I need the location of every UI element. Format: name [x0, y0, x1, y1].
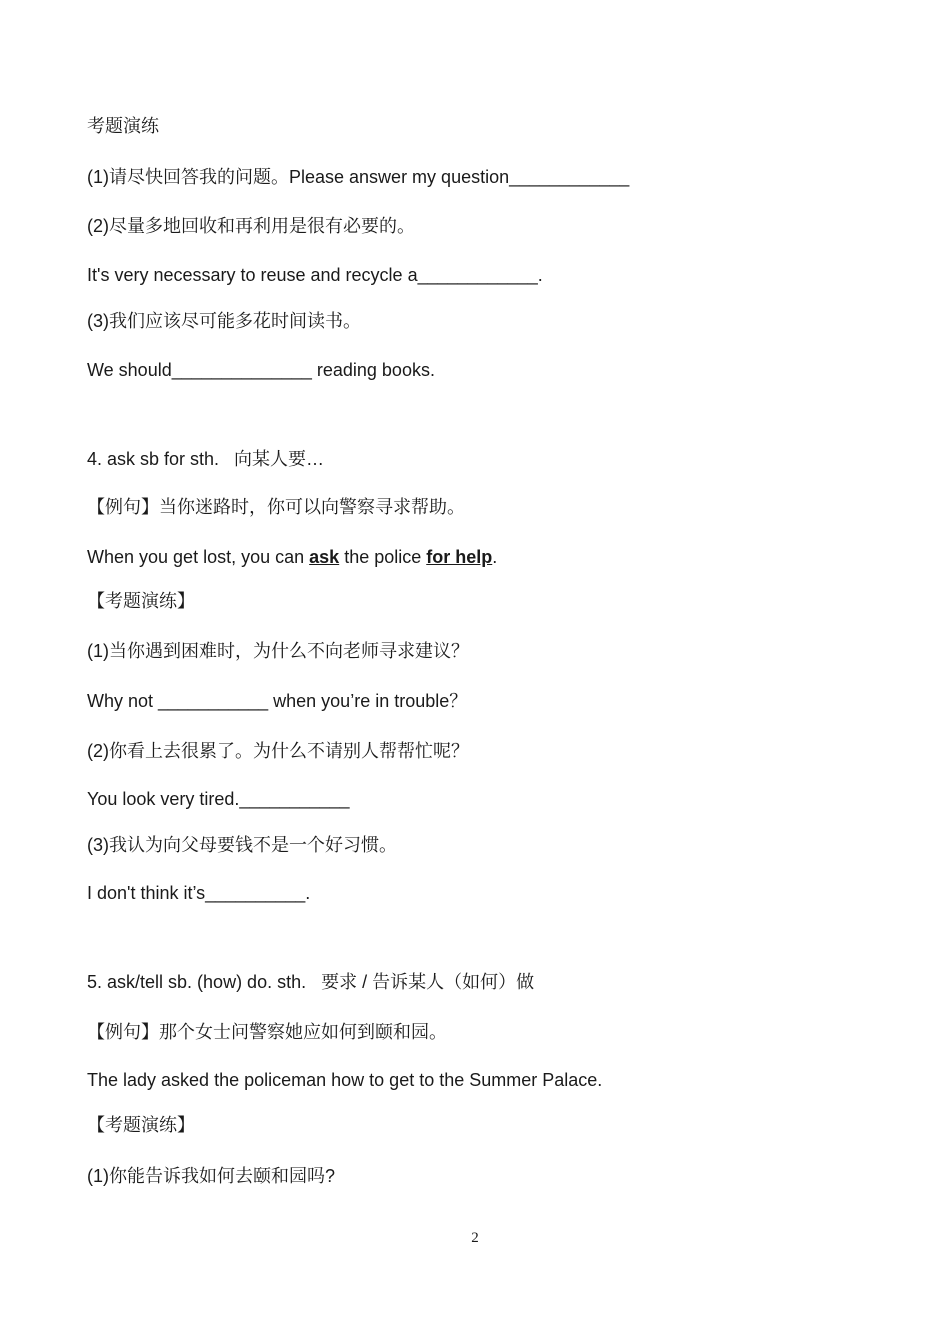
section-4-question-3-english: I don't think it’s__________.	[87, 883, 311, 903]
section-5-practice-heading: 【考题演练】	[87, 1115, 195, 1135]
example-text-end: .	[492, 547, 498, 567]
practice-heading: 考题演练	[87, 116, 159, 137]
question-3-chinese: (3)我们应该尽可能多花时间读书。	[87, 311, 361, 331]
question-3-english: We should______________ reading books.	[87, 360, 435, 380]
section-4-question-1-english: Why not ___________ when you’re in trouble？	[87, 691, 468, 711]
example-text-middle: the police	[339, 547, 427, 567]
section-4-title: 4. ask sb for sth. 向某人要…	[87, 449, 325, 469]
section-4-example-english	[87, 546, 497, 568]
example-text-start: When you get lost, you can	[87, 547, 310, 567]
section-4-question-2-chinese: (2)你看上去很累了。为什么不请别人帮帮忙呢？	[87, 741, 469, 761]
example-keyword-ask: ask	[309, 547, 340, 567]
question-2-chinese: (2)尽量多地回收和再利用是很有必要的。	[87, 216, 415, 236]
section-4-question-1-chinese: (1)当你遇到困难时，为什么不向老师寻求建议？	[87, 641, 469, 661]
section-4-question-2-english: You look very tired.___________	[87, 789, 350, 809]
section-4-practice-heading: 【考题演练】	[87, 591, 195, 611]
example-keyword-for-help: for help	[426, 547, 493, 567]
section-5-question-1-chinese: (1)你能告诉我如何去颐和园吗?	[87, 1166, 336, 1186]
question-1: (1)请尽快回答我的问题。Please answer my question____________	[87, 167, 630, 187]
question-2-english: It's very necessary to reuse and recycle a____________.	[87, 265, 543, 285]
section-4-example-chinese: 【例句】当你迷路时，你可以向警察寻求帮助。	[87, 497, 465, 517]
section-5-example-chinese: 【例句】那个女士问警察她应如何到颐和园。	[87, 1022, 447, 1042]
section-4-question-3-chinese: (3)我认为向父母要钱不是一个好习惯。	[87, 835, 397, 855]
section-5-example-english: The lady asked the policeman how to get to the Summer Palace.	[87, 1070, 603, 1090]
page-number: 2	[471, 1230, 479, 1246]
section-5-title: 5. ask/tell sb. (how) do. sth. 要求 / 告诉某人（如何）做	[87, 972, 535, 992]
